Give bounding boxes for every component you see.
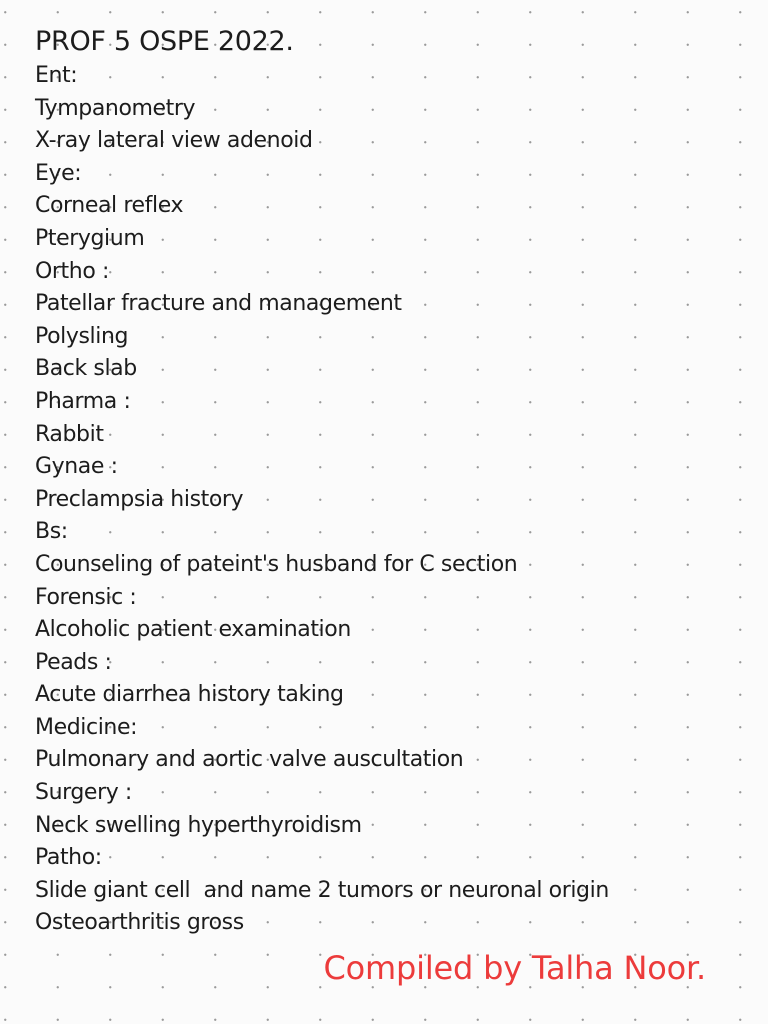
note-line: Corneal reflex [35, 193, 184, 219]
compiler-signature: Compiled by Talha Noor. [323, 949, 706, 987]
note-title: PROF 5 OSPE 2022. [35, 26, 294, 57]
note-line: Polysling [35, 323, 129, 349]
note-line-forensic-heading: Forensic : [35, 584, 137, 610]
note-line-eye-heading: Eye: [35, 160, 82, 186]
note-line: Osteoarthritis gross [35, 910, 244, 936]
note-lines [35, 60, 755, 940]
note-line: Preclampsia history [35, 486, 244, 512]
note-line: Rabbit [35, 421, 104, 447]
note-line: Counseling of pateint's husband for C section [35, 551, 518, 577]
note-line: Back slab [35, 356, 137, 382]
note-line: Pulmonary and aortic valve auscultation [35, 747, 464, 773]
note-line-patho-heading: Patho: [35, 845, 102, 871]
note-line-ent-heading: Ent: [35, 63, 78, 88]
note-line: X-ray lateral view adenoid [35, 128, 313, 154]
note-line-peads-heading: Peads : [35, 649, 112, 675]
note-line: Patellar fracture and management [35, 291, 402, 317]
note-line: Neck swelling hyperthyroidism [35, 812, 362, 838]
note-line: Tympanometry [35, 95, 196, 121]
note-line-medicine-heading: Medicine: [35, 714, 138, 740]
note-body [35, 26, 755, 940]
note-line-ortho-heading: Ortho : [35, 258, 109, 284]
note-line: Acute diarrhea history taking [35, 682, 344, 708]
note-line-gynae-heading: Gynae : [35, 454, 118, 480]
note-line: Slide giant cell and name 2 tumors or neuronal origin [35, 877, 609, 903]
note-line: Alcoholic patient examination [35, 617, 351, 643]
note-line-bs-heading: Bs: [35, 519, 68, 545]
note-line: Pterygium [35, 225, 145, 251]
note-line-surgery-heading: Surgery : [35, 780, 132, 806]
note-line-pharma-heading: Pharma : [35, 388, 131, 414]
